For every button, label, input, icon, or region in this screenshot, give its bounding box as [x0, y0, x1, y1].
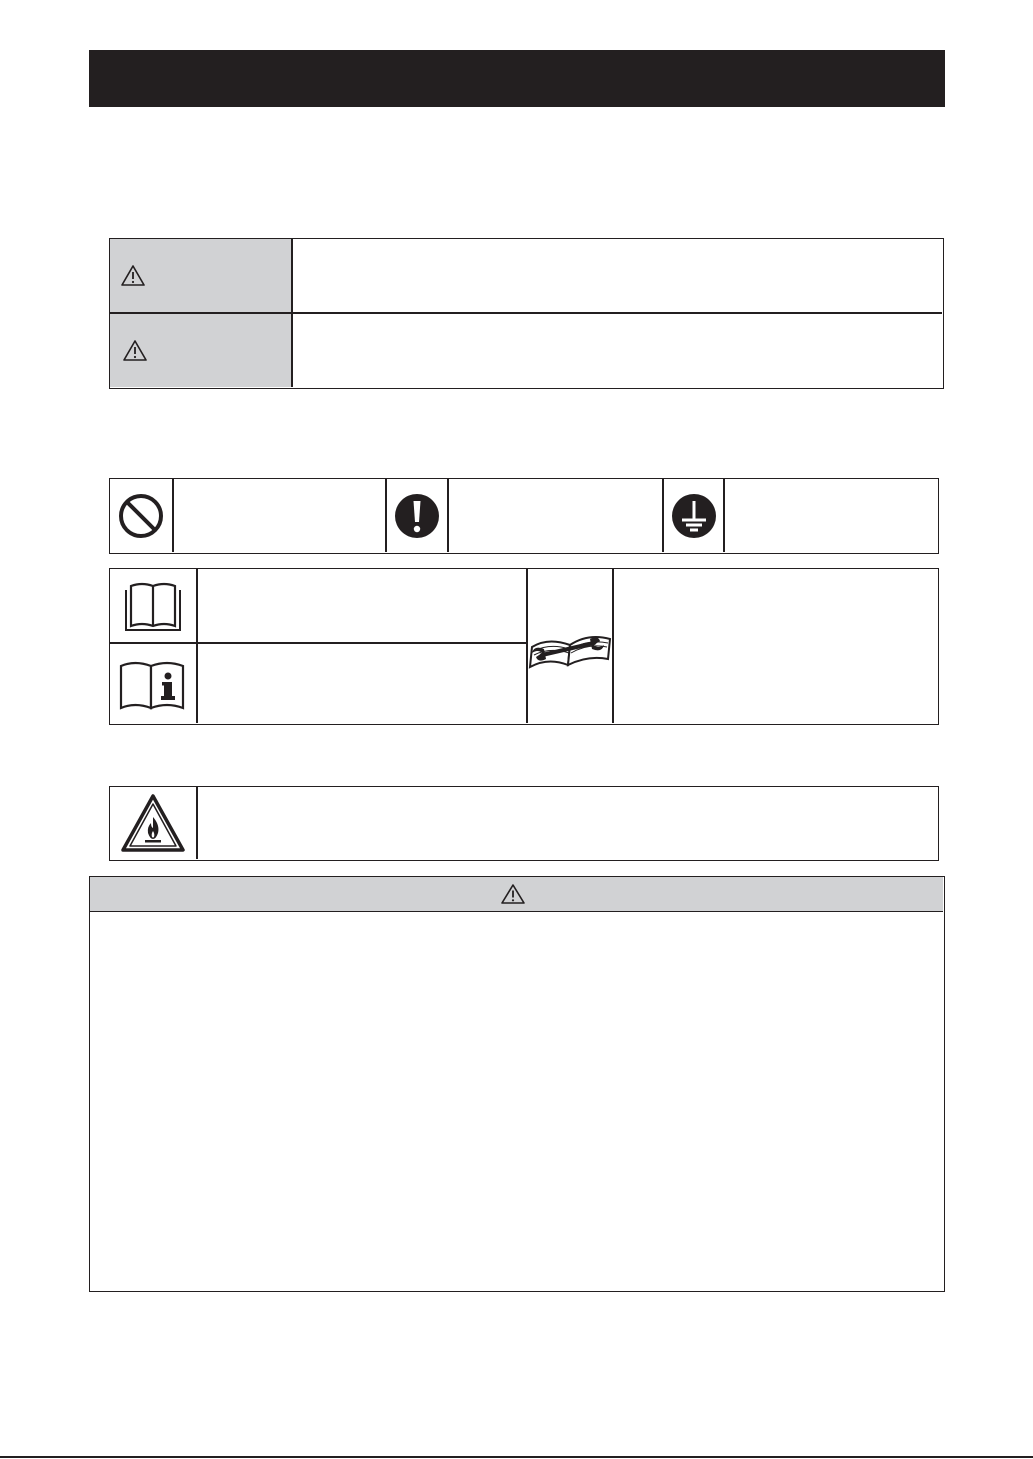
symbol-description — [208, 579, 513, 634]
warning-triangle-icon — [120, 264, 146, 287]
divider — [172, 479, 174, 552]
symbol-description — [182, 489, 382, 544]
symbol-description — [734, 489, 929, 544]
header-bar — [89, 50, 945, 107]
warning-triangle-icon — [500, 883, 526, 905]
divider — [447, 479, 449, 552]
symbol-cell — [110, 479, 172, 552]
symbol-description — [208, 797, 928, 852]
signal-word-description — [306, 324, 931, 379]
signal-word-row-warning — [110, 239, 292, 312]
warning-box-heading — [90, 877, 943, 912]
symbol-description — [624, 579, 924, 714]
signal-word-description — [306, 249, 931, 304]
ground-earth-icon — [670, 492, 718, 540]
flammable-symbol-row — [109, 786, 939, 861]
mandatory-exclamation-icon — [393, 492, 441, 540]
warning-triangle-icon — [122, 339, 148, 362]
symbol-cell — [110, 787, 196, 859]
warning-box — [89, 876, 945, 1292]
divider — [196, 569, 198, 723]
symbol-cell — [528, 569, 612, 723]
service-manual-wrench-icon — [528, 621, 612, 671]
information-manual-icon — [117, 656, 189, 712]
symbol-description — [458, 489, 658, 544]
warning-box-body — [104, 925, 928, 1280]
manual-symbol-table — [109, 568, 939, 725]
symbol-cell — [110, 569, 196, 642]
divider — [196, 787, 198, 859]
symbol-cell — [664, 479, 724, 552]
divider — [723, 479, 725, 552]
symbol-cell — [110, 644, 196, 723]
symbol-cell — [387, 479, 447, 552]
read-manual-book-icon — [120, 578, 186, 634]
symbol-description — [208, 654, 513, 709]
divider — [612, 569, 614, 723]
flammable-refrigerant-warning-icon — [120, 793, 186, 853]
signal-word-row-caution — [110, 314, 292, 387]
prohibited-icon — [117, 492, 165, 540]
page-bottom-rule — [0, 1456, 1033, 1458]
signal-word-table — [109, 238, 944, 389]
symbol-table-row — [109, 478, 939, 554]
